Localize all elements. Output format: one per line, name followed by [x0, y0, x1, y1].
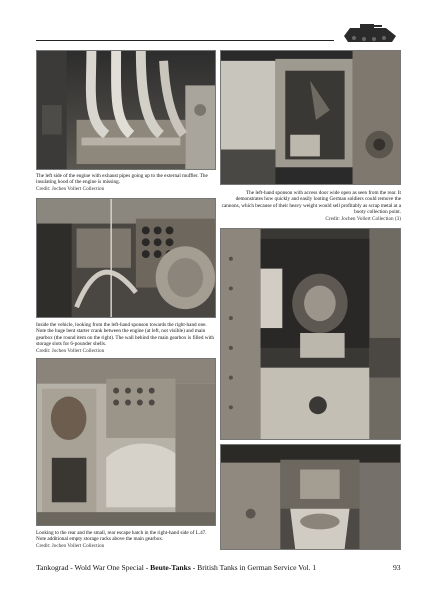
- photo-2-credit: Credit: Jochen Vollert Collection (3): [325, 215, 401, 222]
- photo-2-caption-text: The left-hand sponson with access door wide open as seen from the rear. It demonstrates how quickly and easily looting German soldiers could remove the cannons, which because of their heavy weight would sell profitably as scrap metal at a booty collection point.: [221, 190, 401, 216]
- header-rule: [36, 40, 334, 41]
- photo-2-caption: [220, 190, 401, 222]
- photo-1-credit: Credit: Jochen Vollert Collection: [36, 185, 105, 192]
- page-footer: [36, 563, 406, 572]
- tank-silhouette-icon: [340, 22, 400, 44]
- footer-title-bold: Beute-Tanks: [150, 563, 191, 572]
- page-number: 93: [393, 563, 401, 572]
- photo-5-credit: Credit: Jochen Vollert Collection: [36, 542, 105, 549]
- photo-engine-exhaust: [36, 50, 216, 170]
- footer-prefix: Tankograd - Wold War One Special -: [36, 563, 151, 572]
- photo-5-caption-text: Looking to the rear and the small, rear escape hatch in the right-hand side of L.47. Note additional empty storage racks above the main gearbox.: [36, 530, 207, 543]
- photo-interior-crank-bottom: [220, 444, 401, 550]
- photo-gearbox-mechanism: [220, 228, 401, 440]
- photo-3-credit: Credit: Jochen Vollert Collection: [36, 347, 105, 354]
- photo-3-caption: [36, 322, 216, 354]
- photo-rear-escape-hatch: [36, 358, 216, 526]
- photo-3-caption-text: Inside the vehicle, looking from the left-hand sponson towards the right-hand one. Note the huge bent starter crank between the engine (at left, not visible) and main gearbox (the round item on the right). The wall behind the main gearbox is filled with storage slots for 6-pounder shells.: [36, 322, 214, 348]
- photo-interior-gearbox: [36, 198, 216, 318]
- photo-sponson-door: [220, 50, 401, 185]
- footer-suffix: - British Tanks in German Service Vol. 1: [190, 563, 317, 572]
- photo-5-caption: [36, 530, 216, 549]
- photo-1-caption: [36, 173, 216, 192]
- photo-1-caption-text: The left side of the engine with exhaust pipes going up to the external muffler. The insulating hood of the engine is missing.: [36, 173, 208, 186]
